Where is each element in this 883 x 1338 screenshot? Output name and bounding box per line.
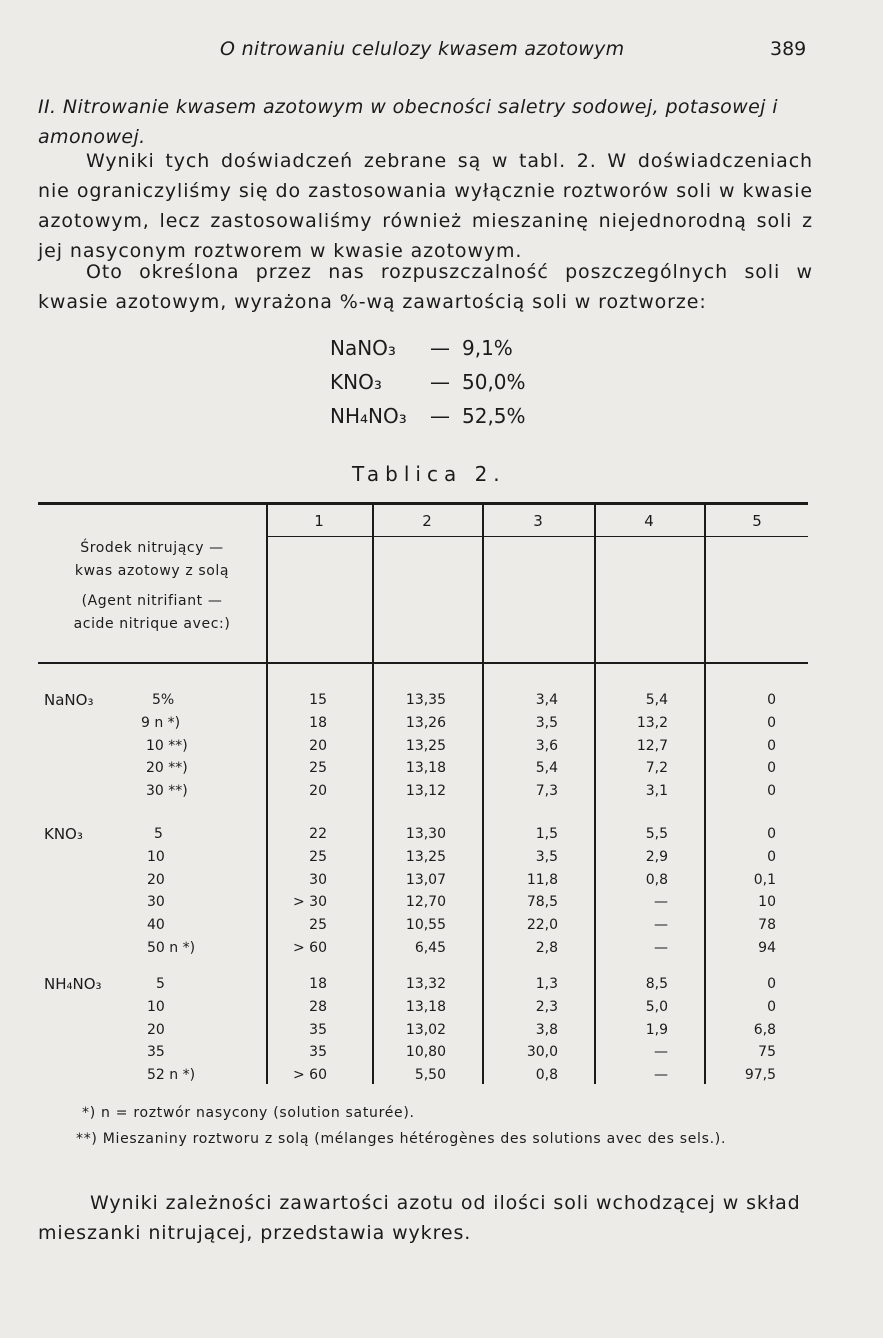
solubility-value: 52,5% [462, 404, 526, 428]
value-cell-col-4: — [654, 894, 668, 911]
value-cell-col-4: — [654, 1044, 668, 1061]
concentration-cell: 5% [152, 692, 175, 708]
header-bottom-rule [38, 662, 808, 664]
closing-paragraph: Wyniki zależności zawartości azotu od ilości soli wchodzącej w skład mieszanki nitrującej, przedstawia wykres. [38, 1192, 801, 1244]
value-cell-col-1: > 30 [293, 894, 327, 911]
value-cell-col-2: 5,50 [414, 1067, 446, 1084]
solubility-value: 9,1% [462, 336, 513, 360]
value-cell-col-4: 5,5 [645, 826, 668, 842]
value-cell-col-5: 0 [767, 692, 776, 708]
stub-header-line: Środek nitrujący — [80, 540, 224, 556]
value-cell-col-5: 75 [758, 1044, 776, 1061]
value-cell-col-2: 13,12 [405, 783, 446, 800]
value-cell-col-3: 3,8 [535, 1021, 558, 1038]
value-cell-col-3: 22,0 [526, 917, 558, 934]
value-cell-col-4: — [654, 917, 668, 934]
dash: — [430, 404, 450, 428]
value-cell-col-5: 0 [767, 783, 776, 800]
salt-group-label: NH₄NO₃ [44, 975, 102, 993]
value-cell-col-4: — [654, 940, 668, 956]
table-caption: Tablica 2. [352, 462, 506, 486]
concentration-cell: 10 [147, 848, 165, 865]
value-cell-col-5: 6,8 [753, 1021, 776, 1038]
value-cell-col-3: 2,3 [535, 998, 558, 1015]
value-cell-col-2: 13,30 [405, 826, 446, 842]
concentration-cell: 20 **) [146, 760, 188, 777]
value-cell-col-5: 0 [767, 737, 776, 754]
page-number: 389 [770, 38, 807, 60]
column-number: 2 [422, 512, 432, 530]
value-cell-col-5: 0 [767, 848, 776, 865]
concentration-cell: 10 [147, 998, 165, 1015]
value-cell-col-4: 8,5 [645, 976, 668, 992]
value-cell-col-5: 0,1 [753, 871, 776, 888]
column-divider [482, 504, 484, 1084]
value-cell-col-4: 5,0 [645, 998, 668, 1015]
value-cell-col-1: 28 [309, 998, 327, 1015]
value-cell-col-3: 1,3 [535, 976, 558, 992]
footnote: **) Mieszaniny roztworu z solą (mélanges hétérogènes des solutions avec des sels.). [76, 1131, 727, 1147]
column-divider [372, 504, 374, 1084]
value-cell-col-5: 10 [758, 894, 776, 911]
column-number: 4 [644, 512, 654, 530]
value-cell-col-3: 3,4 [535, 692, 558, 708]
table-top-rule [38, 502, 808, 505]
concentration-cell: 20 [147, 871, 165, 888]
value-cell-col-2: 13,25 [405, 848, 446, 865]
column-number: 5 [752, 512, 762, 530]
concentration-cell: 5 [154, 826, 163, 842]
salt-formula: KNO₃ [330, 370, 382, 394]
value-cell-col-2: 13,25 [405, 737, 446, 754]
value-cell-col-4: 1,9 [645, 1021, 668, 1038]
value-cell-col-3: 11,8 [526, 871, 558, 888]
value-cell-col-5: 0 [767, 976, 776, 992]
value-cell-col-3: 7,3 [535, 783, 558, 800]
value-cell-col-2: 13,02 [405, 1021, 446, 1038]
value-cell-col-5: 0 [767, 714, 776, 731]
stub-header-line: acide nitrique avec:) [73, 616, 231, 632]
value-cell-col-3: 78,5 [526, 894, 558, 911]
concentration-cell: 30 **) [146, 783, 188, 800]
concentration-cell: 40 [147, 917, 165, 934]
value-cell-col-3: 30,0 [526, 1044, 558, 1061]
value-cell-col-2: 13,07 [405, 871, 446, 888]
value-cell-col-4: 12,7 [636, 737, 668, 754]
value-cell-col-3: 0,8 [535, 1067, 558, 1084]
value-cell-col-2: 13,32 [405, 976, 446, 992]
stub-header-line: kwas azotowy z solą [74, 563, 230, 579]
concentration-cell: 10 **) [146, 737, 188, 754]
value-cell-col-1: 35 [309, 1021, 327, 1038]
salt-formula: NaNO₃ [330, 336, 396, 360]
value-cell-col-3: 3,6 [535, 737, 558, 754]
salt-formula: NH₄NO₃ [330, 404, 407, 428]
value-cell-col-1: 35 [309, 1044, 327, 1061]
value-cell-col-2: 13,26 [405, 714, 446, 731]
concentration-cell: 35 [147, 1044, 165, 1061]
section-heading: II. Nitrowanie kwasem azotowym w obecności saletry sodowej, potasowej i amonowej. [38, 96, 778, 148]
column-number: 1 [314, 512, 324, 530]
value-cell-col-1: 25 [309, 848, 327, 865]
value-cell-col-2: 10,80 [405, 1044, 446, 1061]
value-cell-col-1: 22 [309, 826, 327, 842]
value-cell-col-1: 18 [309, 976, 327, 992]
value-cell-col-3: 1,5 [535, 826, 558, 842]
value-cell-col-3: 5,4 [535, 760, 558, 777]
value-cell-col-4: — [654, 1067, 668, 1084]
value-cell-col-2: 13,35 [405, 692, 446, 708]
concentration-cell: 20 [147, 1021, 165, 1038]
value-cell-col-4: 2,9 [645, 848, 668, 865]
concentration-cell: 9 n *) [141, 714, 181, 731]
salt-group-label: KNO₃ [44, 825, 83, 843]
dash: — [430, 336, 450, 360]
concentration-cell: 52 n *) [147, 1067, 196, 1084]
value-cell-col-1: 30 [309, 871, 327, 888]
concentration-cell: 50 n *) [147, 940, 196, 956]
value-cell-col-2: 13,18 [405, 760, 446, 777]
value-cell-col-2: 12,70 [405, 894, 446, 911]
value-cell-col-4: 7,2 [645, 760, 668, 777]
footnote: *) n = roztwór nasycony (solution saturée). [82, 1105, 415, 1121]
value-cell-col-1: > 60 [293, 940, 327, 956]
header-sub-rule [266, 536, 808, 537]
concentration-cell: 5 [156, 976, 165, 992]
value-cell-col-3: 3,5 [535, 848, 558, 865]
value-cell-col-4: 3,1 [645, 783, 668, 800]
value-cell-col-1: 15 [309, 692, 327, 708]
solubility-value: 50,0% [462, 370, 526, 394]
value-cell-col-1: 25 [309, 917, 327, 934]
value-cell-col-4: 13,2 [636, 714, 668, 731]
value-cell-col-1: > 60 [293, 1067, 327, 1084]
value-cell-col-1: 18 [309, 714, 327, 731]
value-cell-col-3: 2,8 [535, 940, 558, 956]
value-cell-col-2: 10,55 [405, 917, 446, 934]
body-paragraph: Oto określona przez nas rozpuszczalność poszczególnych soli w kwasie azotowym, wyrażona %-wą zawartością soli w roztworze: [38, 261, 813, 313]
value-cell-col-5: 0 [767, 826, 776, 842]
value-cell-col-1: 25 [309, 760, 327, 777]
value-cell-col-4: 0,8 [645, 871, 668, 888]
value-cell-col-2: 6,45 [414, 940, 446, 956]
running-title: O nitrowaniu celulozy kwasem azotowym [220, 38, 625, 60]
value-cell-col-1: 20 [309, 737, 327, 754]
value-cell-col-5: 94 [758, 940, 776, 956]
value-cell-col-3: 3,5 [535, 714, 558, 731]
stub-header-line: (Agent nitrifiant — [81, 593, 223, 609]
concentration-cell: 30 [147, 894, 165, 911]
salt-group-label: NaNO₃ [44, 691, 94, 709]
body-paragraph: Wyniki tych doświadczeń zebrane są w tabl. 2. W doświadczeniach nie ograniczyliśmy się do zastosowania wyłącznie roztworów soli w kwasie azotowym, lecz zastosowaliśmy również mieszaninę niejednorodną soli z jej nasyconym roztworem w kwasie azotowym. [38, 150, 813, 262]
value-cell-col-5: 97,5 [744, 1067, 776, 1084]
dash: — [430, 370, 450, 394]
column-number: 3 [533, 512, 543, 530]
value-cell-col-4: 5,4 [645, 692, 668, 708]
page-header [0, 38, 883, 64]
value-cell-col-5: 0 [767, 998, 776, 1015]
value-cell-col-2: 13,18 [405, 998, 446, 1015]
value-cell-col-1: 20 [309, 783, 327, 800]
value-cell-col-5: 78 [758, 917, 776, 934]
value-cell-col-5: 0 [767, 760, 776, 777]
column-divider [594, 504, 596, 1084]
